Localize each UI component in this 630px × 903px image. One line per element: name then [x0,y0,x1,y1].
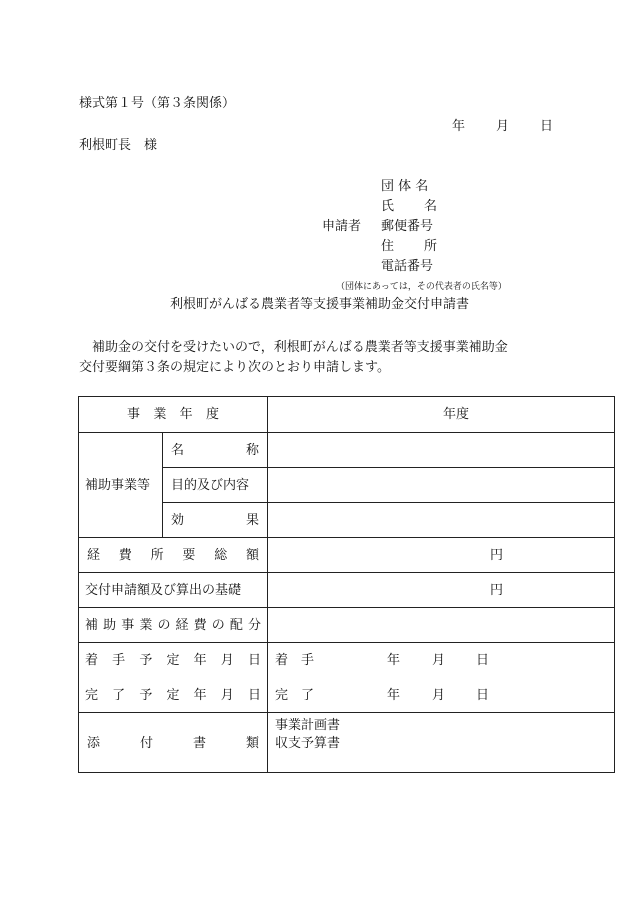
start-day: 日 [476,653,490,668]
schedule-label-cell [79,643,268,712]
document-title: 利根町がんばる農業者等支援事業補助金交付申請書 [170,297,470,312]
applicant-address-label: 住 所 [381,239,437,254]
project-effect-label: 効 果 [171,513,259,528]
start-date-label: 着 手 予 定 年 月 日 [85,653,261,668]
attachments-label: 添 付 書 類 [87,736,259,751]
grant-basis-label-cell [79,573,268,607]
project-purpose-row [163,468,614,503]
application-table [78,396,615,773]
body-line-2: 交付要綱第３条の規定により次のとおり申請します。 [79,360,390,375]
end-day: 日 [476,688,490,703]
project-label: 補助事業等 [85,478,151,493]
date-year-label: 年 [452,119,466,134]
addressee: 利根町長 様 [79,138,158,153]
applicant-group-name-label: 団 体 名 [381,179,429,194]
project-name-label-cell [163,433,268,467]
start-value-label: 着 手 [275,653,315,668]
project-effect-label-cell [163,503,268,538]
date-month-label: 月 [496,119,510,134]
start-month: 月 [432,653,446,668]
end-month: 月 [432,688,446,703]
project-purpose-label: 目的及び内容 [171,478,250,493]
end-value-label: 完 了 [275,688,315,703]
project-purpose-label-cell [163,468,268,502]
applicant-note: （団体にあっては，その代表者の氏名等） [336,282,507,292]
fiscal-year-label: 事 業 年 度 [127,407,219,422]
row-schedule [79,642,614,712]
end-year: 年 [387,688,401,703]
applicant-postal-label: 郵便番号 [381,219,434,234]
allocation-label: 補 助 事 業 の 経 費 の 配 分 [85,618,261,633]
row-fiscal-year [79,397,614,432]
fiscal-year-value: 年度 [443,407,470,422]
end-date-label: 完 了 予 定 年 月 日 [85,688,261,703]
total-cost-label-cell [79,538,268,572]
date-day-label: 日 [540,119,554,134]
applicant-name-label: 氏 名 [381,199,437,214]
grant-basis-label: 交付申請額及び算出の基礎 [85,583,242,598]
row-grant-basis [79,572,614,607]
attachment-item: 事業計画書 [275,718,341,733]
project-effect-row [163,503,614,538]
fiscal-year-label-cell [79,397,268,432]
project-label-cell [79,433,163,537]
row-attachments [79,712,614,772]
body-line-1: 補助金の交付を受けたいので，利根町がんばる農業者等支援事業補助金 [92,340,508,355]
applicant-phone-label: 電話番号 [381,259,434,274]
row-project [79,432,614,537]
start-year: 年 [387,653,401,668]
applicant-label: 申請者 [322,219,362,234]
attachments-label-cell [79,713,268,772]
project-name-label: 名 称 [171,443,259,458]
total-cost-label: 経 費 所 要 総 額 [87,548,259,563]
row-total-cost [79,537,614,572]
attachment-item: 収支予算書 [275,736,341,751]
grant-basis-yen: 円 [490,583,504,598]
form-number: 様式第１号（第３条関係） [79,96,236,111]
project-name-row [163,433,614,468]
allocation-label-cell [79,608,268,642]
row-allocation [79,607,614,642]
total-cost-yen: 円 [490,548,504,563]
